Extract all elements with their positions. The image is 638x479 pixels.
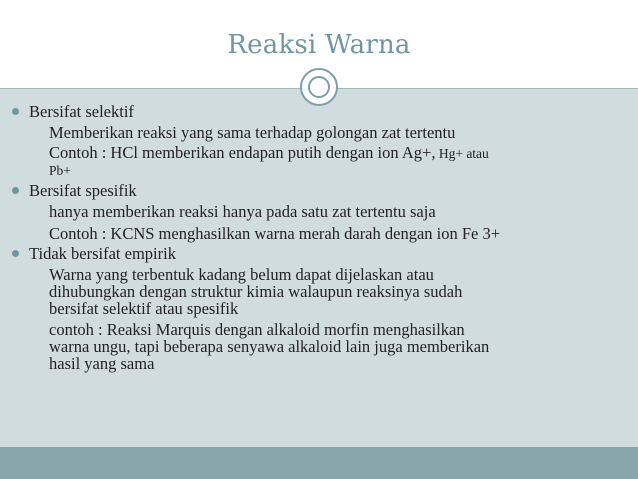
bullet-icon <box>12 108 19 115</box>
bullet-item-spesifik <box>12 182 622 199</box>
bullet-heading: Tidak bersifat empirik <box>29 244 176 263</box>
sub-line: dihubungkan dengan struktur kimia walaupun reaksinya sudah <box>49 282 463 301</box>
bullet-icon <box>12 250 19 257</box>
example-continuation: Pb+ <box>49 163 71 178</box>
example-small: Hg+ atau <box>435 146 489 161</box>
slide-body <box>12 100 622 372</box>
sub-text-block <box>12 124 622 179</box>
example-main: Contoh : HCl memberikan endapan putih dengan ion Ag+, <box>49 143 436 162</box>
inner-ring <box>308 76 330 98</box>
sub-text-block <box>12 266 622 372</box>
footer-band <box>0 447 638 479</box>
sub-line: Warna yang terbentuk kadang belum dapat dijelaskan atau <box>49 265 434 284</box>
sub-line: warna ungu, tapi beberapa senyawa alkaloid lain juga memberikan <box>49 337 490 356</box>
bullet-heading: Bersifat spesifik <box>29 181 137 200</box>
sub-line: hasil yang sama <box>49 354 155 373</box>
bullet-icon <box>12 187 19 194</box>
sub-line: Contoh : KCNS menghasilkan warna merah darah dengan ion Fe 3+ <box>49 224 501 243</box>
sub-line: hanya memberikan reaksi hanya pada satu zat tertentu saja <box>49 202 436 221</box>
bullet-item-empirik <box>12 245 622 262</box>
sub-line: contoh : Reaksi Marquis dengan alkaloid morfin menghasilkan <box>49 320 465 339</box>
example-line <box>49 144 622 162</box>
bullet-heading: Bersifat selektif <box>29 102 134 121</box>
sub-line: bersifat selektif atau spesifik <box>49 299 239 318</box>
sub-line: Memberikan reaksi yang sama terhadap golongan zat tertentu <box>49 123 456 142</box>
sub-text-block <box>12 203 622 242</box>
slide-title: Reaksi Warna <box>227 30 411 60</box>
bullet-item-selektif <box>12 103 622 120</box>
